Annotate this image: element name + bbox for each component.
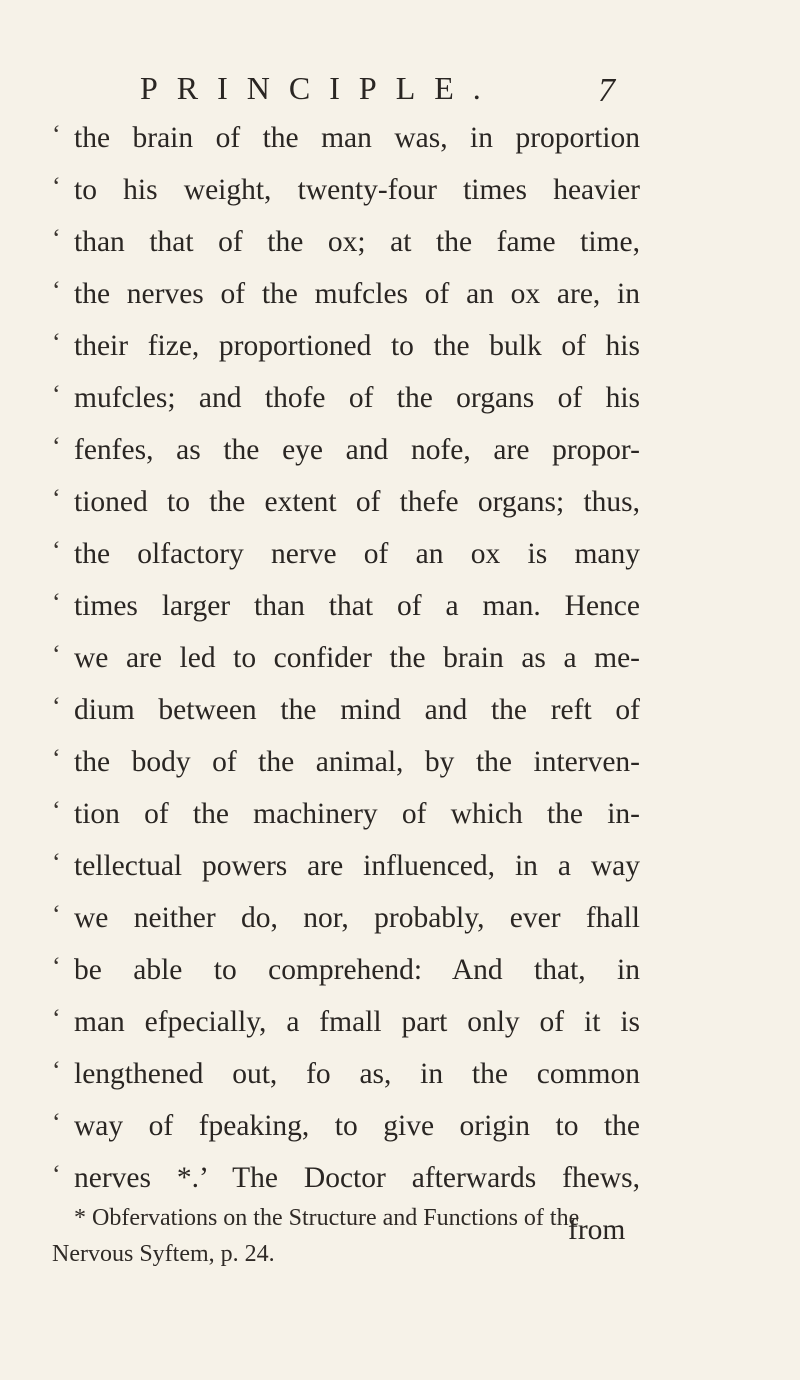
text-line <box>0 324 800 376</box>
text-line <box>0 636 800 688</box>
line-text: way of fpeaking, to give origin to the <box>74 1110 640 1142</box>
line-text: their fize, proportioned to the bulk of his <box>74 330 640 362</box>
quote-mark: ‘ <box>52 744 61 773</box>
quote-mark: ‘ <box>52 588 61 617</box>
line-text: the brain of the man was, in proportion <box>74 122 640 154</box>
quote-mark: ‘ <box>52 692 61 721</box>
quote-mark: ‘ <box>52 1004 61 1033</box>
line-text: tellectual powers are influenced, in a way <box>74 850 640 882</box>
line-text: we neither do, nor, probably, ever fhall <box>74 902 640 934</box>
page-number: 7 <box>598 72 615 109</box>
text-line <box>0 376 800 428</box>
line-text: mufcles; and thofe of the organs of his <box>74 382 640 414</box>
text-line <box>0 948 800 1000</box>
text-line <box>0 532 800 584</box>
text-line <box>0 116 800 168</box>
footnote: * Obfervations on the Structure and Functions of the Nervous Syftem, p. 24. <box>52 1205 580 1267</box>
quote-mark: ‘ <box>52 536 61 565</box>
body-text <box>0 116 800 1268</box>
catchword: from <box>568 1214 626 1246</box>
line-text: be able to comprehend: And that, in <box>74 954 640 986</box>
text-line <box>0 220 800 272</box>
quote-mark: ‘ <box>52 900 61 929</box>
quote-mark: ‘ <box>52 432 61 461</box>
text-line <box>0 1104 800 1156</box>
text-line <box>0 584 800 636</box>
quote-mark: ‘ <box>52 328 61 357</box>
line-text: fenfes, as the eye and nofe, are propor- <box>74 434 640 466</box>
text-line <box>0 688 800 740</box>
line-text: dium between the mind and the reft of <box>74 694 640 726</box>
text-line <box>0 1000 800 1052</box>
line-text: tioned to the extent of thefe organs; thus, <box>74 486 640 518</box>
text-line <box>0 844 800 896</box>
text-line <box>0 168 800 220</box>
text-line <box>0 428 800 480</box>
line-text: we are led to confider the brain as a me- <box>74 642 640 674</box>
quote-mark: ‘ <box>52 952 61 981</box>
quote-mark: ‘ <box>52 224 61 253</box>
running-head: PRINCIPLE. <box>140 70 500 106</box>
text-line <box>0 272 800 324</box>
text-line <box>0 480 800 532</box>
quote-mark: ‘ <box>52 848 61 877</box>
line-text: tion of the machinery of which the in- <box>74 798 640 830</box>
page-header <box>0 70 800 110</box>
text-line <box>0 1052 800 1104</box>
quote-mark: ‘ <box>52 1160 61 1189</box>
line-text: the olfactory nerve of an ox is many <box>74 538 640 570</box>
line-text: the nerves of the mufcles of an ox are, in <box>74 278 640 310</box>
line-text: the body of the animal, by the interven- <box>74 746 640 778</box>
text-line <box>0 792 800 844</box>
quote-mark: ‘ <box>52 276 61 305</box>
line-text: times larger than that of a man. Hence <box>74 590 640 622</box>
quote-mark: ‘ <box>52 1056 61 1085</box>
line-text: nerves *.’ The Doctor afterwards fhews, <box>74 1162 640 1194</box>
quote-mark: ‘ <box>52 380 61 409</box>
line-text: to his weight, twenty-four times heavier <box>74 174 640 206</box>
line-text: lengthened out, fo as, in the common <box>74 1058 640 1090</box>
quote-mark: ‘ <box>52 640 61 669</box>
line-text: than that of the ox; at the fame time, <box>74 226 640 258</box>
quote-mark: ‘ <box>52 796 61 825</box>
text-line <box>0 896 800 948</box>
quote-mark: ‘ <box>52 1108 61 1137</box>
line-text: man efpecially, a fmall part only of it is <box>74 1006 640 1038</box>
text-line <box>0 740 800 792</box>
quote-mark: ‘ <box>52 172 61 201</box>
quote-mark: ‘ <box>52 120 61 149</box>
quote-mark: ‘ <box>52 484 61 513</box>
